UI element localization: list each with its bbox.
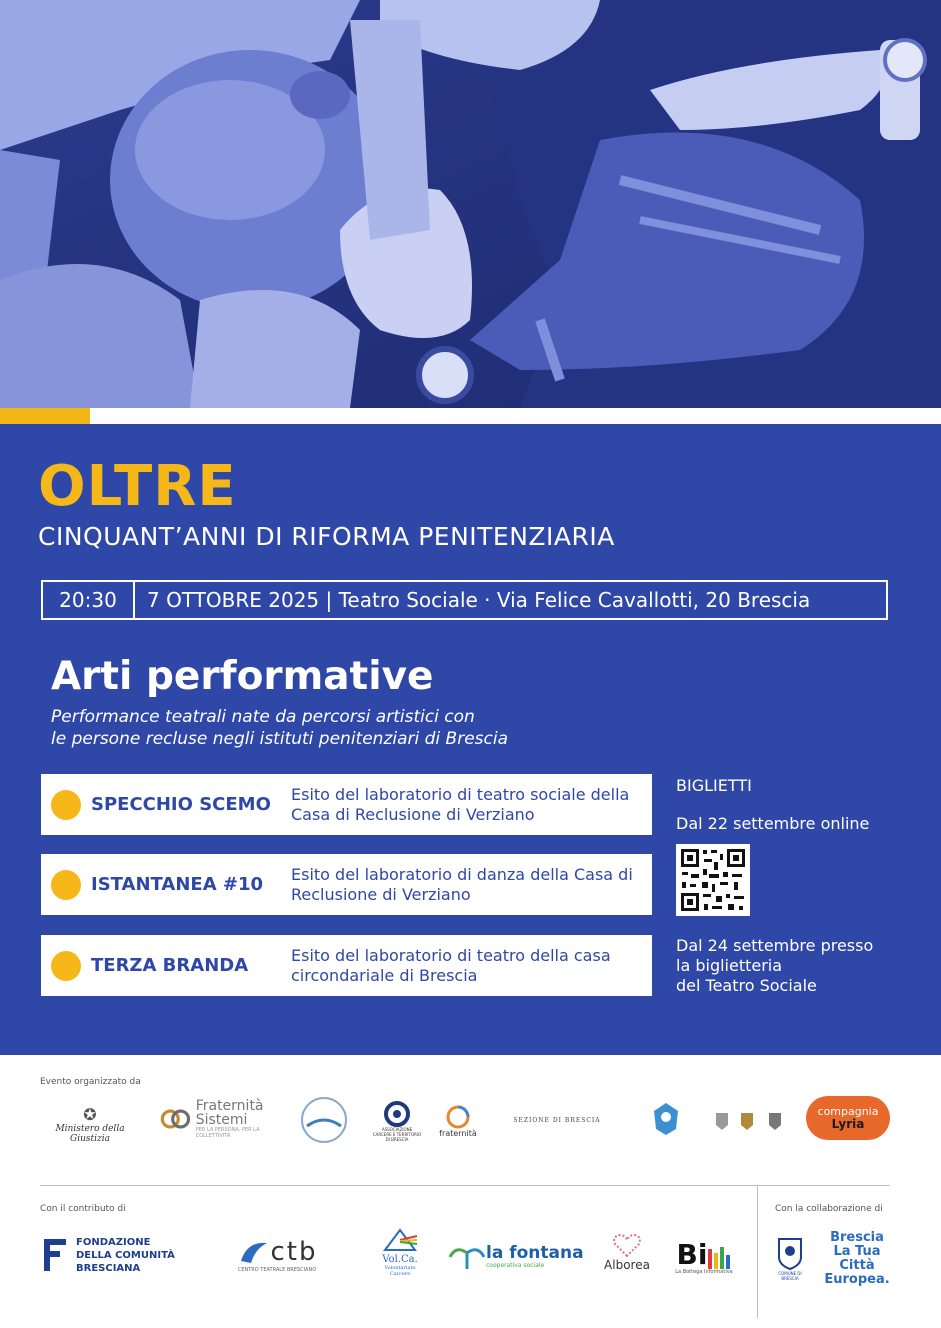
fraternita-small-logo — [436, 1096, 480, 1146]
fraternita-tagline: PER LA PERSONA, PER LA COLLETTIVITÀ — [195, 1127, 260, 1139]
emblem-icon: ✪ — [83, 1104, 97, 1124]
tickets-online: Dal 22 settembre online — [676, 814, 870, 833]
contribution-label: Con il contributo di — [40, 1204, 126, 1214]
fraternita-label: Fraternità — [195, 1098, 264, 1114]
hero-photo — [0, 0, 941, 408]
poster-title: OLTRE — [38, 454, 237, 519]
bullet-icon — [51, 790, 81, 820]
bressana-logo — [296, 1095, 352, 1145]
comune-brescia-logo — [770, 1230, 810, 1286]
alborea-logo — [598, 1224, 656, 1280]
brescia-label-2: La Tua Città — [833, 1244, 881, 1273]
section-description-line: Performance teatrali nate da percorsi artistici con — [51, 707, 475, 727]
fontana-sublabel: cooperativa sociale — [486, 1261, 545, 1269]
ctb-logo — [202, 1232, 352, 1278]
section-description — [51, 706, 611, 750]
show-description: Esito del laboratorio di teatro della casa circondariale di Brescia — [291, 945, 611, 985]
footer-divider — [40, 1185, 890, 1186]
footer-divider-vertical — [757, 1186, 758, 1318]
fontana-label: la fontana — [486, 1242, 584, 1263]
poster-subtitle: CINQUANT’ANNI DI RIFORMA PENITENZIARIA — [38, 522, 615, 551]
volca-label-3: Carcere — [389, 1270, 411, 1277]
tickets-heading: BIGLIETTI — [676, 776, 752, 795]
show-name: ISTANTANEA #10 — [91, 874, 264, 895]
fondazione-logo — [40, 1232, 180, 1278]
alborea-label: Alborea — [604, 1258, 650, 1272]
show-name: TERZA BRANDA — [91, 955, 249, 976]
bi-sublabel: La Bottega Informativa — [675, 1269, 733, 1275]
ministero-label: Ministero della Giustizia — [55, 1123, 125, 1144]
sezione-label: SEZIONE DI BRESCIA — [513, 1116, 601, 1124]
tickets-box-office-line: del Teatro Sociale — [676, 976, 817, 995]
ministero-logo — [40, 1100, 140, 1148]
carcere-territorio-logo — [372, 1093, 422, 1149]
compagnia-lyria-logo — [806, 1096, 890, 1140]
comune-label: COMUNE DI BRESCIA — [778, 1271, 802, 1281]
rings-icon — [160, 1106, 192, 1132]
tickets-box-office — [676, 936, 873, 996]
brescia-citta-europea-logo — [820, 1230, 894, 1287]
carcere-label-3: DI BRESCIA — [385, 1136, 409, 1142]
volca-label-2: Volontariato — [384, 1264, 416, 1271]
fondazione-f-icon — [40, 1235, 70, 1275]
ctb-mark-icon — [237, 1237, 271, 1267]
fondazione-label-2: DELLA COMUNITÀ — [76, 1249, 175, 1261]
organized-label: Evento organizzato da — [40, 1077, 141, 1087]
bars-icon — [707, 1243, 731, 1269]
hero-photo-art — [0, 0, 941, 408]
show-item — [41, 854, 652, 915]
show-description: Esito del laboratorio di teatro sociale della Casa di Reclusione di Verziano — [291, 784, 630, 824]
lion-crest-icon — [775, 1235, 805, 1271]
fraternita-small-label: fraternità — [439, 1128, 477, 1138]
carcere-label-1: ASSOCIAZIONE — [381, 1126, 413, 1132]
crests-icon — [711, 1105, 789, 1135]
show-item — [41, 935, 652, 996]
brescia-label-1: Brescia — [830, 1230, 884, 1245]
show-description: Esito del laboratorio di danza della Casa di Reclusione di Verziano — [291, 864, 633, 904]
tickets-box-office-line: Dal 24 settembre presso — [676, 936, 874, 955]
patronato-logo — [636, 1096, 696, 1142]
bullet-icon — [51, 870, 81, 900]
heart-dots-icon — [612, 1232, 642, 1258]
section-title: Arti performative — [51, 654, 434, 699]
collaboration-label: Con la collaborazione di — [775, 1204, 883, 1214]
ctb-label: ctb — [270, 1237, 318, 1267]
brescia-label-3: Europea. — [824, 1272, 890, 1287]
bi-logo — [672, 1236, 736, 1280]
comuni-crests-logo — [710, 1104, 790, 1136]
section-description-line: le persone recluse negli istituti penitenziari di Brescia — [51, 729, 509, 749]
circle-logo-icon — [297, 1096, 351, 1144]
accent-strip — [90, 408, 941, 424]
fraternita-sistemi-logo — [160, 1098, 275, 1140]
qr-code-icon — [676, 844, 750, 916]
accent-bar — [0, 408, 90, 424]
lyria-label-1: compagnia — [817, 1104, 879, 1118]
ctb-sublabel: CENTRO TEATRALE BRESCIANO — [237, 1267, 317, 1273]
show-item — [41, 774, 652, 835]
rainbow-triangle-icon — [381, 1226, 419, 1254]
fondazione-label-3: BRESCIANA — [76, 1262, 141, 1274]
volca-label-1: Vol.Ca. — [382, 1253, 418, 1265]
tickets-box-office-line: la biglietteria — [676, 956, 783, 975]
f-circle-icon — [446, 1105, 470, 1129]
volca-logo — [372, 1218, 428, 1284]
show-name: SPECCHIO SCEMO — [91, 794, 271, 815]
carcere-label-2: CARCERE E TERRITORIO — [372, 1131, 422, 1137]
date-box — [41, 580, 888, 620]
sistemi-label: Sistemi — [195, 1112, 248, 1128]
bi-label: Bi — [676, 1238, 708, 1271]
fondazione-label-1: FONDAZIONE — [76, 1236, 151, 1248]
lyria-label-2: Lyria — [831, 1116, 865, 1131]
spiral-icon — [384, 1101, 410, 1127]
qr-code[interactable] — [676, 844, 750, 916]
crest-icon — [646, 1099, 686, 1139]
fountain-icon — [448, 1241, 486, 1271]
la-fontana-logo — [448, 1236, 584, 1276]
sezione-brescia-logo — [494, 1110, 620, 1130]
event-time: 20:30 — [43, 582, 135, 618]
bullet-icon — [51, 951, 81, 981]
event-date-place: 7 OTTOBRE 2025 | Teatro Sociale · Via Felice Cavallotti, 20 Brescia — [147, 588, 811, 612]
